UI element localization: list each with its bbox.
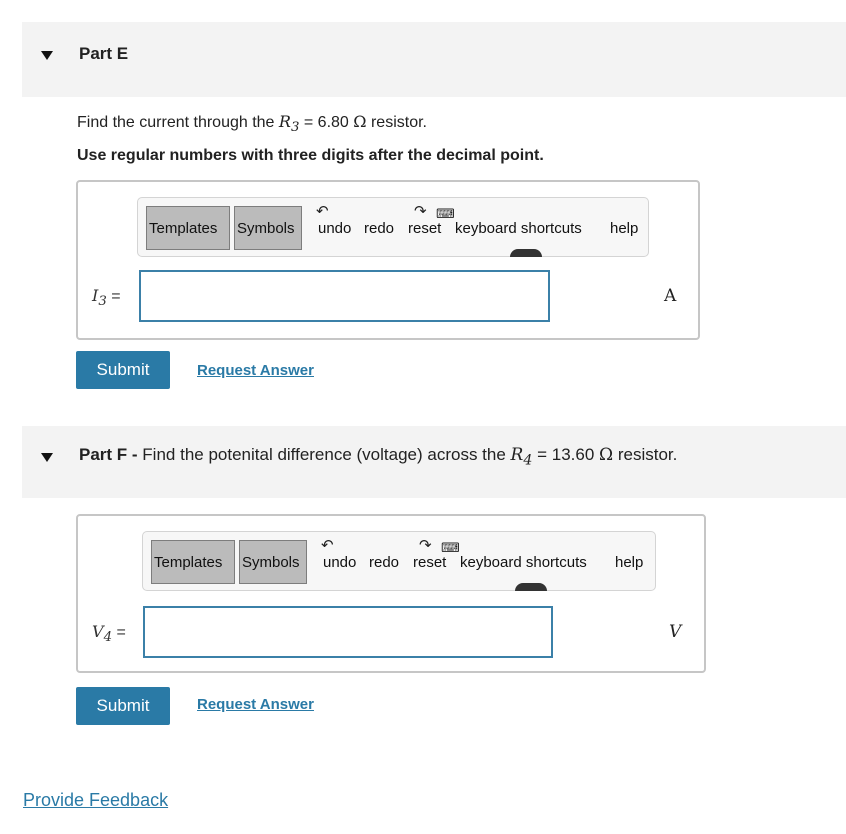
part-e-question: Find the current through the $R_3 = 6.80$ Ω resistor. bbox=[77, 112, 427, 136]
part-f-header[interactable] bbox=[22, 426, 846, 498]
resistor-symbol: R bbox=[510, 445, 524, 465]
part-f-submit-button[interactable]: Submit bbox=[76, 687, 170, 725]
keyboard-shortcuts-button[interactable]: keyboard shortcuts bbox=[460, 554, 587, 571]
part-e-request-answer-link[interactable]: Request Answer bbox=[197, 362, 314, 379]
unit-label: V bbox=[669, 622, 682, 642]
templates-button[interactable]: Templates bbox=[151, 540, 235, 584]
resistor-symbol: R bbox=[278, 112, 291, 131]
collapse-caret-icon[interactable] bbox=[41, 453, 53, 462]
redo-icon[interactable]: ↷ bbox=[419, 537, 432, 554]
redo-button[interactable]: redo bbox=[364, 220, 395, 237]
math-toolbar bbox=[142, 531, 656, 591]
ohm-symbol: Ω bbox=[353, 112, 367, 131]
redo-icon[interactable]: ↷ bbox=[414, 203, 427, 220]
help-button[interactable]: help bbox=[615, 554, 644, 571]
keyboard-icon[interactable]: ⌨ bbox=[441, 540, 460, 555]
part-f-title: Part F - Find the potenital difference (voltage) across the $R_4 = 13.60$ Ω resistor. bbox=[79, 445, 678, 469]
keyboard-icon[interactable]: ⌨ bbox=[436, 206, 455, 221]
reset-button[interactable]: reset bbox=[408, 220, 442, 237]
current-variable-label: $I_3$ = bbox=[92, 286, 121, 310]
templates-button[interactable]: Templates bbox=[146, 206, 230, 250]
ohm-symbol: Ω bbox=[599, 445, 614, 465]
undo-icon[interactable]: ↶ bbox=[321, 537, 334, 554]
part-e-submit-button[interactable]: Submit bbox=[76, 351, 170, 389]
provide-feedback-link[interactable]: Provide Feedback bbox=[23, 790, 169, 810]
symbols-button[interactable]: Symbols bbox=[234, 206, 302, 250]
undo-icon[interactable]: ↶ bbox=[316, 203, 329, 220]
part-e-instruction: Use regular numbers with three digits after the decimal point. bbox=[77, 147, 544, 164]
current-answer-input[interactable] bbox=[139, 270, 550, 322]
unit-label: A bbox=[664, 286, 677, 306]
toolbar-indicator-icon bbox=[515, 583, 547, 591]
part-e-answer-box bbox=[76, 180, 700, 340]
math-toolbar bbox=[137, 197, 649, 257]
toolbar-indicator-icon bbox=[510, 249, 542, 257]
keyboard-shortcuts-button[interactable]: keyboard shortcuts bbox=[455, 220, 582, 237]
help-button[interactable]: help bbox=[610, 220, 639, 237]
part-f-request-answer-link[interactable]: Request Answer bbox=[197, 696, 314, 713]
part-e-header[interactable] bbox=[22, 22, 846, 97]
part-e-title: Part E bbox=[79, 44, 129, 63]
undo-button[interactable]: undo bbox=[323, 554, 357, 571]
redo-button[interactable]: redo bbox=[369, 554, 400, 571]
voltage-variable-label: $V_4$ = bbox=[92, 622, 126, 646]
part-f-answer-box bbox=[76, 514, 706, 673]
undo-button[interactable]: undo bbox=[318, 220, 352, 237]
symbols-button[interactable]: Symbols bbox=[239, 540, 307, 584]
reset-button[interactable]: reset bbox=[413, 554, 447, 571]
collapse-caret-icon[interactable] bbox=[41, 51, 53, 60]
voltage-answer-input[interactable] bbox=[143, 606, 553, 658]
